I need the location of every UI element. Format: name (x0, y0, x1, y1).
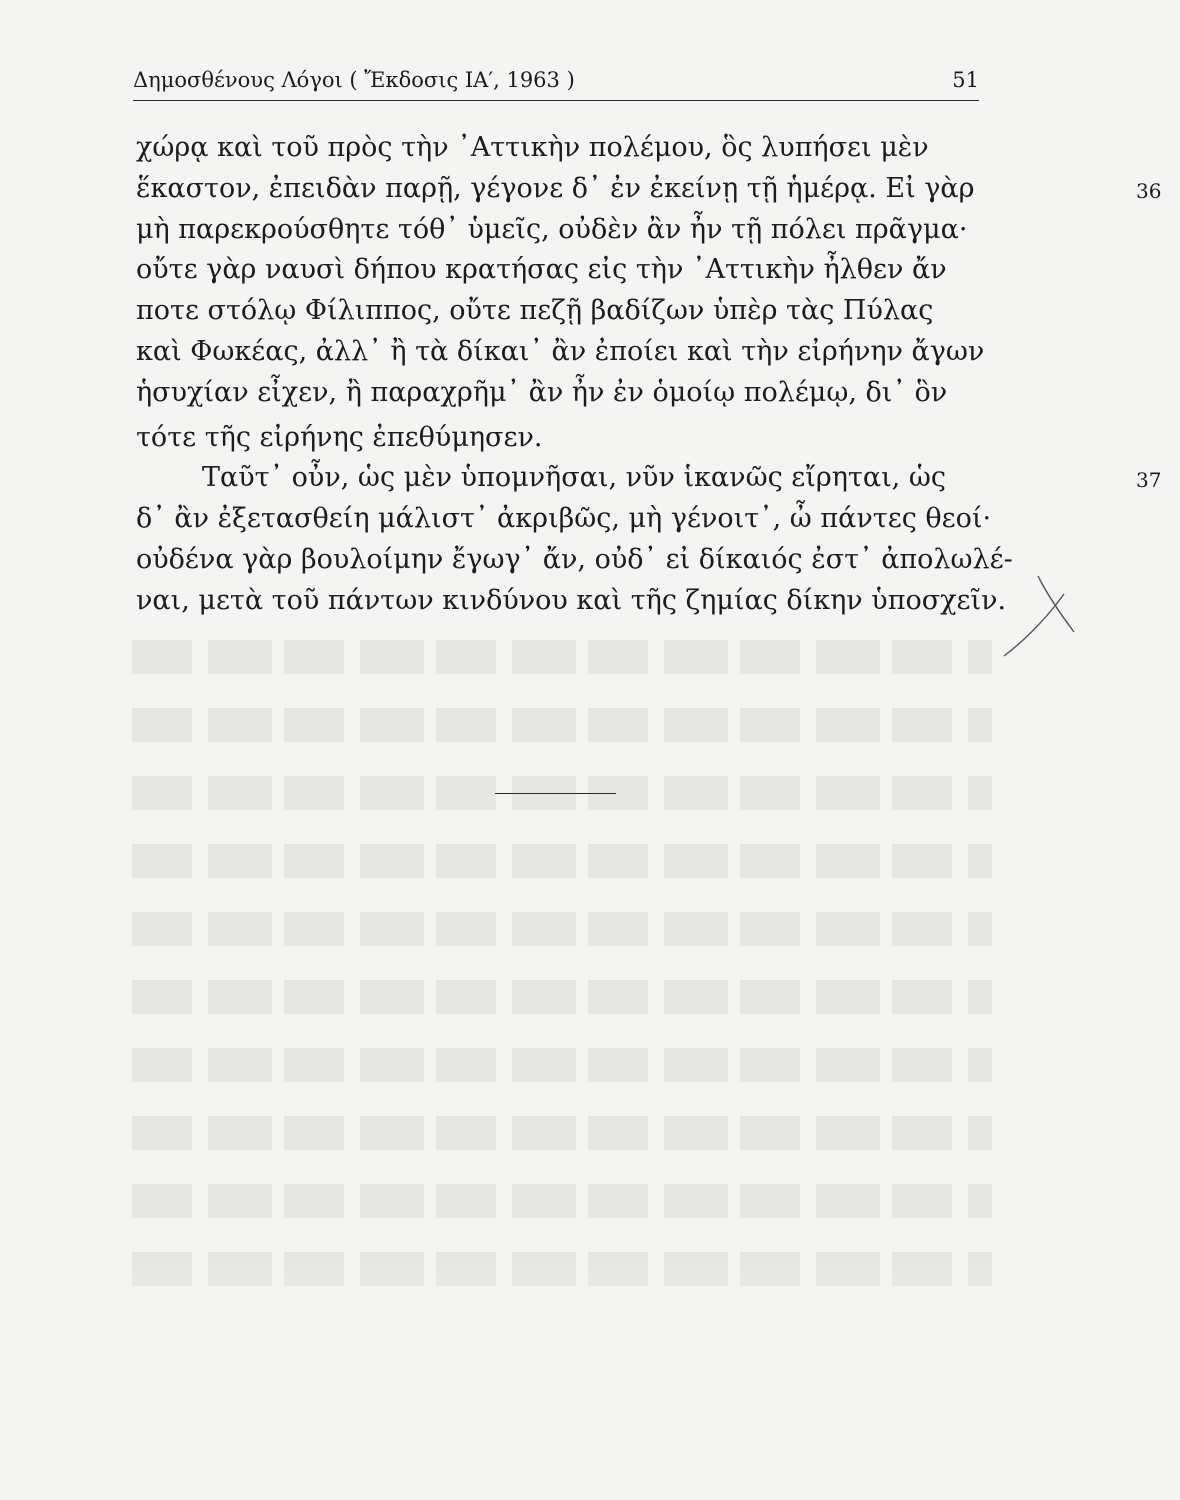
section-number-37: 37 (1136, 468, 1162, 493)
text-line: ἡσυχίαν εἶχεν, ἢ παραχρῆμ᾿ ἂν ἦν ἐν ὁμοίῳ πολέμῳ, δι᾿ ὃν (136, 376, 948, 408)
text-line: τότε τῆς εἰρήνης ἐπεθύμησεν. (136, 421, 543, 453)
text-line: ποτε στόλῳ Φίλιππος, οὔτε πεζῇ βαδίζων ὑπὲρ τὰς Πύλας (136, 295, 934, 327)
text-line (136, 169, 1162, 210)
text-line: ναι, μετὰ τοῦ πάντων κινδύνου καὶ τῆς ζημίας δίκην ὑποσχεῖν. (136, 584, 1007, 616)
section-number-36: 36 (1136, 178, 1162, 203)
header-title: Δημοσθένους Λόγοι ( Ἔκδοσις ΙΑ′, 1963 ) (133, 68, 575, 92)
text-line: δ᾿ ἂν ἐξετασθείη μάλιστ᾿ ἀκριβῶς, μὴ γένοιτ᾿, ὦ πάντες θεοί· (136, 503, 992, 535)
cross-mark-icon (998, 570, 1078, 660)
text-line: οὔτε γὰρ ναυσὶ δήπου κρατήσας εἰς τὴν ᾿Αττικὴν ἦλθεν ἄν (136, 254, 947, 286)
greek-text-body (136, 128, 1162, 622)
page-number: 51 (952, 68, 979, 92)
running-header (133, 64, 979, 101)
text-line (136, 458, 1162, 499)
section-divider (495, 793, 616, 794)
text-line: οὐδένα γὰρ βουλοίμην ἔγωγ᾿ ἄν, οὐδ᾿ εἰ δίκαιός ἐστ᾿ ἀπολωλέ- (136, 543, 1013, 575)
text-line-content: Ταῦτ᾿ οὖν, ὡς μὲν ὑπομνῆσαι, νῦν ἱκανῶς εἴρηται, ὡς (202, 462, 946, 494)
text-line: μὴ παρεκρούσθητε τόθ᾿ ὑμεῖς, οὐδὲν ἂν ἦν τῇ πόλει πρᾶγμα· (136, 213, 968, 245)
text-line: χώρᾳ καὶ τοῦ πρὸς τὴν ᾿Αττικὴν πολέμου, ὃς λυπήσει μὲν (136, 132, 929, 163)
text-line-content: ἕκαστον, ἐπειδὰν παρῇ, γέγονε δ᾿ ἐν ἐκείνῃ τῇ ἡμέρᾳ. Εἰ γὰρ (136, 172, 975, 204)
text-line: καὶ Φωκέας, ἀλλ᾿ ἢ τὰ δίκαι᾿ ἂν ἐποίει καὶ τὴν εἰρήνην ἄγων (136, 335, 985, 367)
bleed-through-text (132, 640, 992, 1360)
